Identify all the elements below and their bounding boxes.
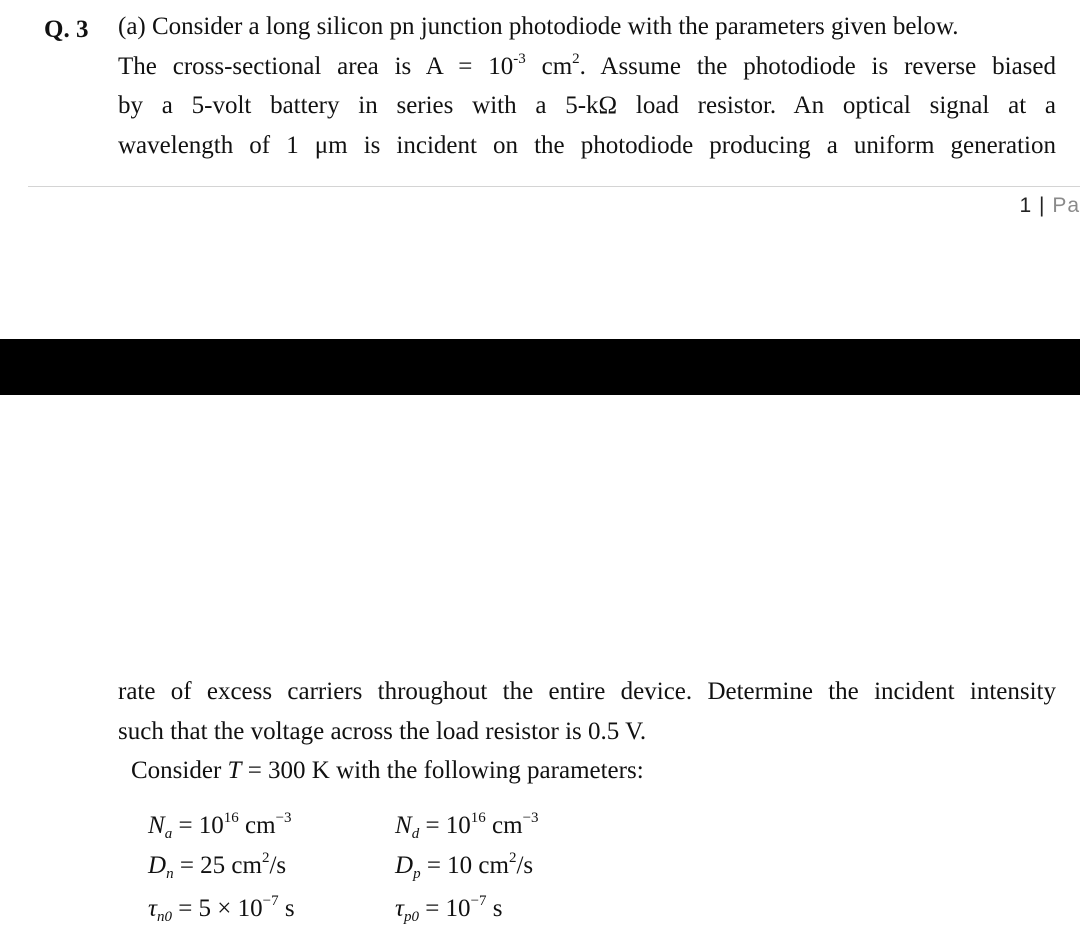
black-bar [0,339,1080,395]
problem-text-part1 [118,7,1056,165]
param-tau-p0: $\tau_{p0} = 10^{-7}$ s [395,893,503,925]
problem-line-4: wavelength of 1 μm is incident on the photodiode producing a uniform generation [118,131,1056,159]
part-label: (a) [118,13,146,40]
page-separator: | [1039,194,1046,217]
param-dp: $D_p = 10$ $cm^2/s$ [395,850,534,882]
page-divider [28,186,1080,187]
problem-line-6: such that the voltage across the load resistor is 0.5 V. [118,717,647,745]
page-label: Pa [1052,194,1080,217]
problem-line-1: (a) Consider a long silicon pn junction photodiode with the parameters given below. [118,13,959,40]
question-number: Q. 3 [44,16,89,43]
problem-line-3: by a 5-volt battery in series with a 5-kΩ load resistor. An optical signal at a [118,92,1056,119]
param-na: $N_a = 10^{16}$ $cm^{-3}$ [148,810,292,842]
problem-text-part2 [118,672,1056,751]
param-dn: $D_n = 25$ $cm^2/s$ [148,850,287,882]
consider-statement: Consider T = 300 K with the following parameters: [131,757,644,784]
problem-line-5: rate of excess carriers throughout the entire device. Determine the incident intensity [118,678,1056,705]
page-number: 1 [1019,194,1033,217]
param-tau-n0: $\tau_{n0} = 5 \times 10^{-7}$ s [148,893,295,925]
param-nd: $N_d = 10^{16}$ $cm^{-3}$ [395,810,539,842]
problem-line-2: The cross-sectional area is $A = 10^{-3}$ $cm^2$. Assume the photodiode is reverse biased [118,50,1056,80]
page-footer [1019,194,1080,218]
